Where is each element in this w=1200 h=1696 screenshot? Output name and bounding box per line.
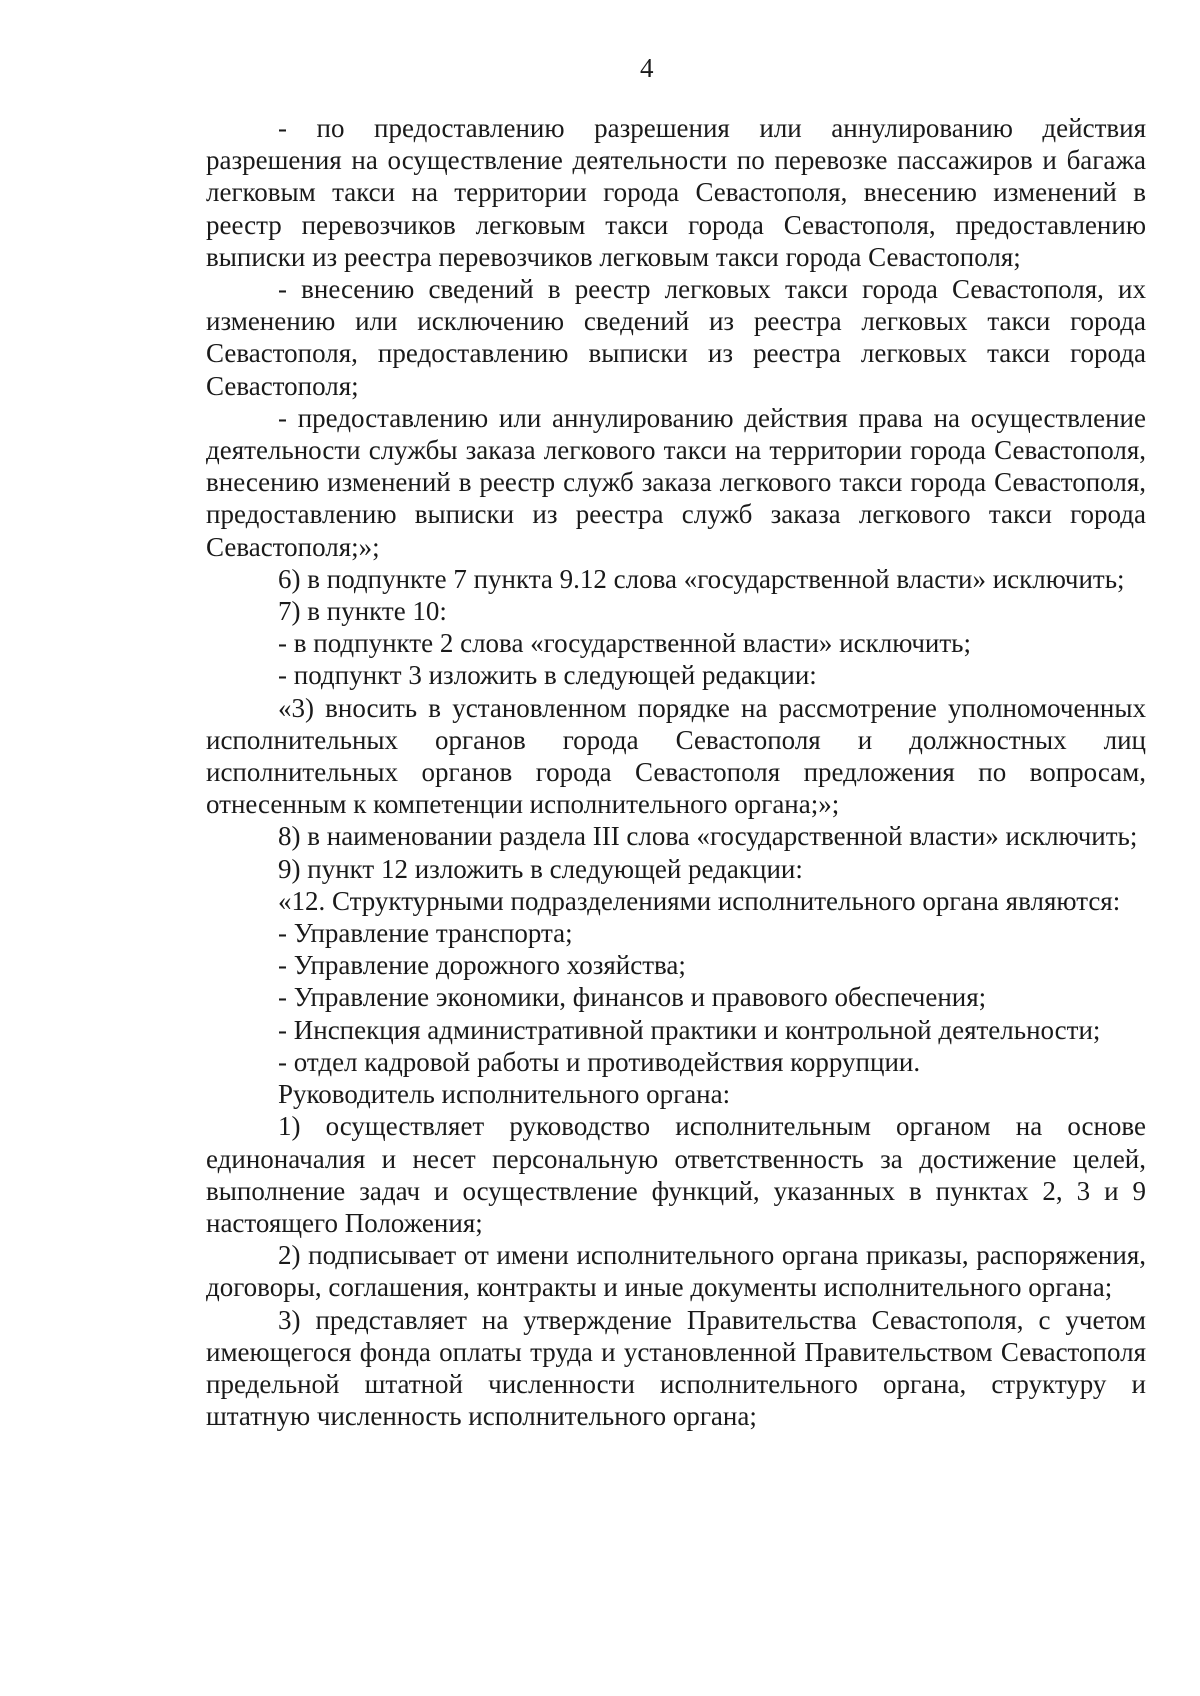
paragraph-3: - предоставлению или аннулированию действия права на осуществление деятельности службы заказа легкового такси на территории города Севастополя, внесению изменений в реестр служб заказа легкового такси города Севастополя, предоставлению выписки из реестра служб заказа легкового такси города Севастополя;»; bbox=[206, 402, 1146, 562]
paragraph-13: 1) осуществляет руководство исполнительным органом на основе единоначалия и несет персональную ответственность за достижение целей, выполнение задач и осуществление функций, указанных в пунктах 2, 3 и 9 настоящего Положения; bbox=[206, 1111, 1146, 1238]
paragraph-14: 2) подписывает от имени исполнительного органа приказы, распоряжения, договоры, соглашения, контракты и иные документы исполнительного органа; bbox=[206, 1240, 1146, 1303]
paragraph-7: - подпункт 3 изложить в следующей редакции: bbox=[278, 660, 817, 691]
paragraph-5: 7) в пункте 10: bbox=[278, 596, 447, 627]
paragraph-15: 3) представляет на утверждение Правительства Севастополя, с учетом имеющегося фонда оплаты труда и установленной Правительством Севастополя предельной штатной численности исполнительного органа, структуру и штатную численность исполнительного органа; bbox=[206, 1304, 1146, 1432]
paragraph-12: Руководитель исполнительного органа: bbox=[278, 1079, 731, 1110]
paragraph-2: - внесению сведений в реестр легковых такси города Севастополя, их изменению или исключению сведений из реестра легковых такси города Севастополя, предоставлению выписки из реестра легковых такси города Севастополя; bbox=[206, 274, 1146, 401]
document-body bbox=[206, 112, 1146, 1432]
paragraph-1: - по предоставлению разрешения или аннулированию действия разрешения на осуществление деятельности по перевозке пассажиров и багажа легковым такси на территории города Севастополя, внесению изменений в реестр перевозчиков легковым такси города Севастополя, предоставлению выписки из реестра перевозчиков легковым такси города Севастополя; bbox=[206, 113, 1146, 272]
list-item-1: - Управление транспорта; bbox=[278, 918, 573, 949]
paragraph-10: 9) пункт 12 изложить в следующей редакции: bbox=[278, 853, 803, 884]
paragraph-8: «3) вносить в установленном порядке на рассмотрение уполномоченных исполнительных органов города Севастополя и должностных лиц исполнительных органов города Севастополя предложения по вопросам, отнесенным к компетенции исполнительного органа;»; bbox=[206, 692, 1146, 820]
list-item-5: - отдел кадровой работы и противодействия коррупции. bbox=[278, 1046, 921, 1077]
list-item-2: - Управление дорожного хозяйства; bbox=[278, 950, 686, 981]
list-item-4: - Инспекция административной практики и контрольной деятельности; bbox=[278, 1014, 1101, 1045]
paragraph-9: 8) в наименовании раздела III слова «государственной власти» исключить; bbox=[278, 821, 1138, 852]
list-item-3: - Управление экономики, финансов и правового обеспечения; bbox=[278, 982, 987, 1013]
paragraph-6: - в подпункте 2 слова «государственной власти» исключить; bbox=[278, 628, 971, 659]
paragraph-11: «12. Структурными подразделениями исполнительного органа являются: bbox=[278, 885, 1121, 916]
paragraph-4: 6) в подпункте 7 пункта 9.12 слова «государственной власти» исключить; bbox=[278, 563, 1125, 594]
page-number: 4 bbox=[640, 53, 654, 83]
